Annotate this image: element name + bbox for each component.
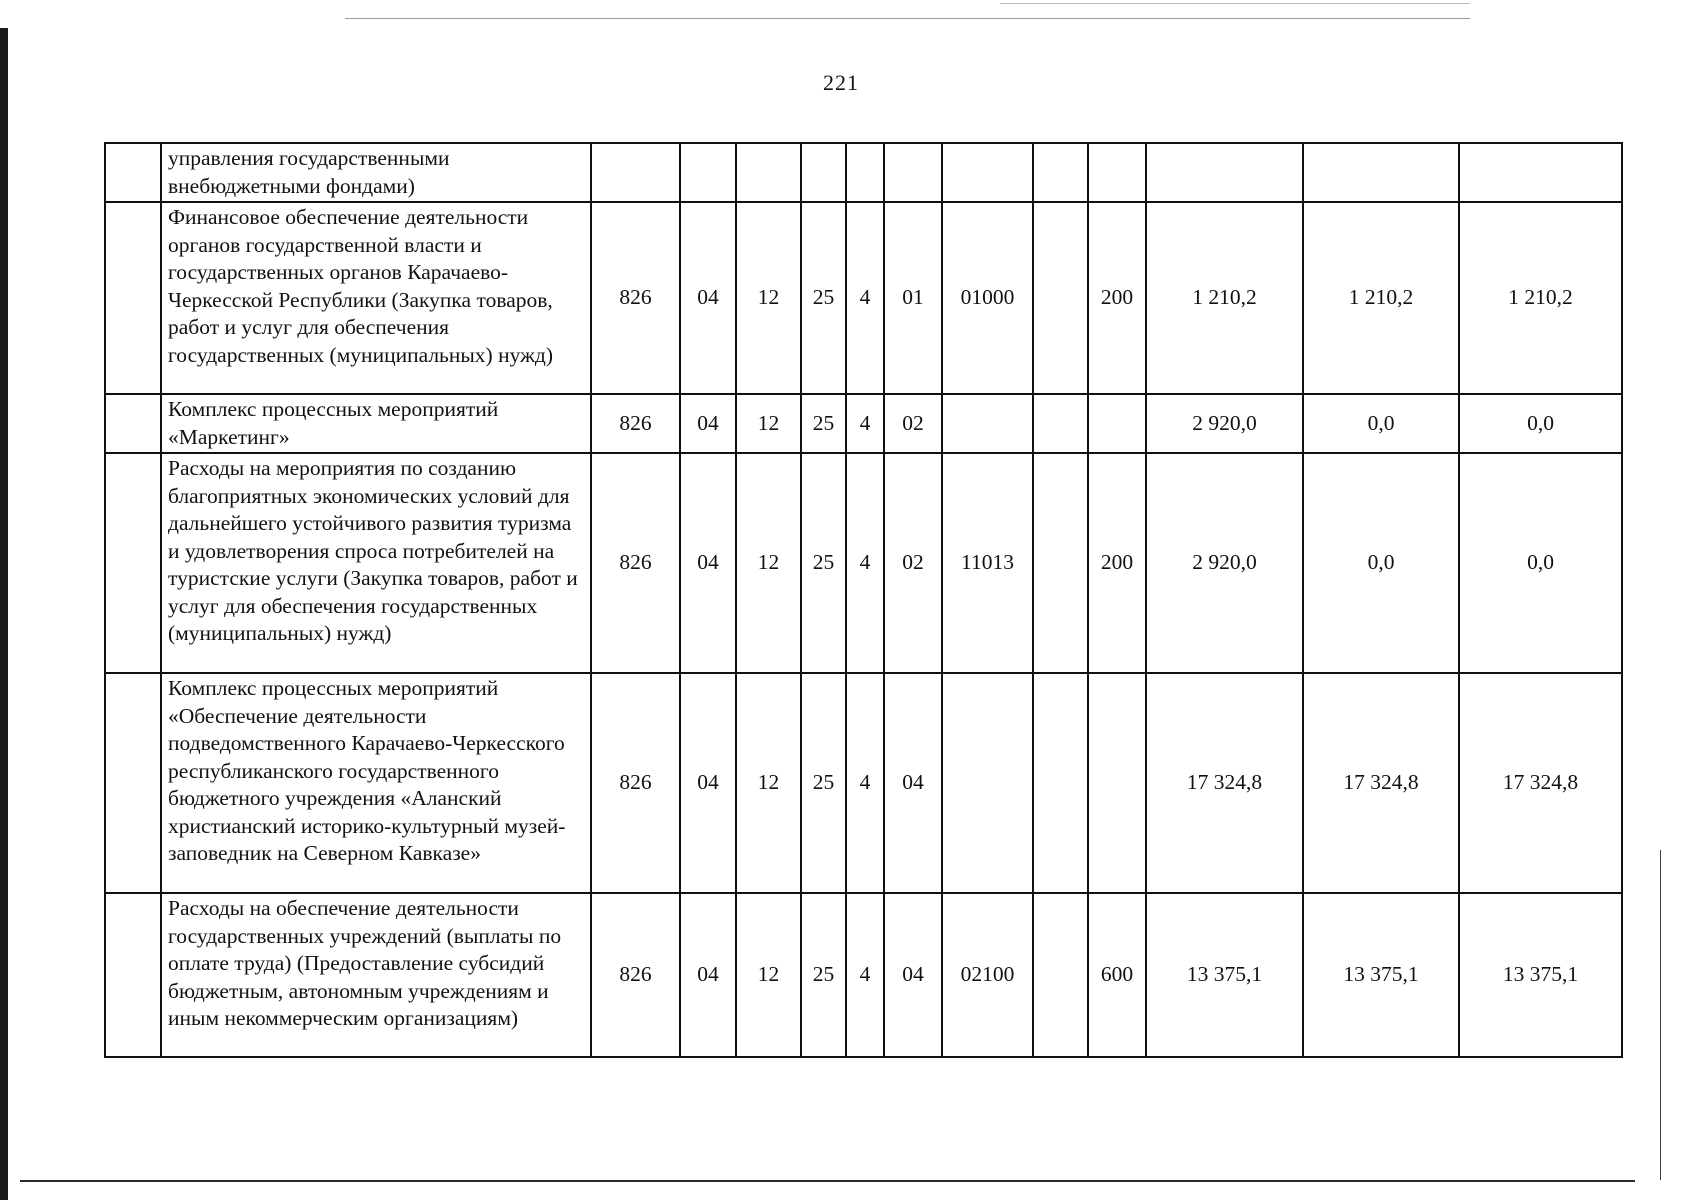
program-type-cell: 4 (846, 673, 884, 893)
amount-year1-cell (1146, 143, 1303, 202)
complex-code-cell (884, 143, 942, 202)
row-number-cell (105, 202, 161, 394)
direction-code-cell (942, 673, 1033, 893)
ministry-code-cell (591, 143, 680, 202)
ministry-code-cell: 826 (591, 453, 680, 673)
scan-artifact-line (1660, 850, 1661, 1180)
program-type-cell: 4 (846, 394, 884, 453)
scan-artifact-line (1000, 3, 1470, 4)
ministry-code-cell: 826 (591, 394, 680, 453)
extra-code-cell (1033, 893, 1088, 1057)
amount-year3-cell: 13 375,1 (1459, 893, 1622, 1057)
complex-code-cell: 04 (884, 893, 942, 1057)
budget-table (104, 142, 1623, 1058)
extra-code-cell (1033, 394, 1088, 453)
expense-type-cell: 600 (1088, 893, 1146, 1057)
page-number-value: 221 (823, 70, 859, 95)
amount-year1-cell: 2 920,0 (1146, 394, 1303, 453)
description-cell: Расходы на мероприятия по созданию благоприятных экономических условий для дальнейшего устойчивого развития туризма и удовлетворения спроса потребителей на туристские услуги (Закупка товаров, работ и услуг для обеспечения государственных (муниципальных) нужд) (161, 453, 591, 673)
amount-year2-cell (1303, 143, 1459, 202)
direction-code-cell: 01000 (942, 202, 1033, 394)
amount-year2-cell: 0,0 (1303, 394, 1459, 453)
description-cell: Комплекс процессных мероприятий «Маркетинг» (161, 394, 591, 453)
section-code-cell (680, 143, 736, 202)
scan-edge (0, 28, 8, 1200)
subsection-code-cell: 12 (736, 893, 801, 1057)
direction-code-cell: 11013 (942, 453, 1033, 673)
scan-artifact-line (20, 1180, 1635, 1182)
direction-code-cell (942, 143, 1033, 202)
table-body (105, 143, 1622, 1057)
table-row (105, 143, 1622, 202)
amount-year1-cell: 1 210,2 (1146, 202, 1303, 394)
extra-code-cell (1033, 453, 1088, 673)
expense-type-cell (1088, 394, 1146, 453)
complex-code-cell: 02 (884, 394, 942, 453)
page-number (0, 70, 1682, 96)
table-row (105, 893, 1622, 1057)
expense-type-cell: 200 (1088, 453, 1146, 673)
row-number-cell (105, 143, 161, 202)
extra-code-cell (1033, 673, 1088, 893)
description-cell: Финансовое обеспечение деятельности органов государственной власти и государственных органов Карачаево-Черкесской Республики (Закупка товаров, работ и услуг для обеспечения государственных (муниципальных) нужд) (161, 202, 591, 394)
scan-artifact-line (345, 18, 1470, 19)
section-code-cell: 04 (680, 893, 736, 1057)
amount-year2-cell: 13 375,1 (1303, 893, 1459, 1057)
program-type-cell: 4 (846, 202, 884, 394)
direction-code-cell: 02100 (942, 893, 1033, 1057)
program-type-cell (846, 143, 884, 202)
table-row (105, 394, 1622, 453)
subsection-code-cell (736, 143, 801, 202)
amount-year2-cell: 1 210,2 (1303, 202, 1459, 394)
row-number-cell (105, 394, 161, 453)
description-cell: Расходы на обеспечение деятельности государственных учреждений (выплаты по оплате труда) (Предоставление субсидий бюджетным, автономным учреждениям и иным некоммерческим организациям) (161, 893, 591, 1057)
section-code-cell: 04 (680, 202, 736, 394)
program-type-cell: 4 (846, 453, 884, 673)
extra-code-cell (1033, 202, 1088, 394)
table-row (105, 673, 1622, 893)
complex-code-cell: 01 (884, 202, 942, 394)
amount-year2-cell: 17 324,8 (1303, 673, 1459, 893)
ministry-code-cell: 826 (591, 202, 680, 394)
program-code-cell (801, 143, 846, 202)
subsection-code-cell: 12 (736, 453, 801, 673)
complex-code-cell: 02 (884, 453, 942, 673)
program-code-cell: 25 (801, 893, 846, 1057)
section-code-cell: 04 (680, 673, 736, 893)
description-cell: управления государственными внебюджетными фондами) (161, 143, 591, 202)
extra-code-cell (1033, 143, 1088, 202)
amount-year3-cell: 0,0 (1459, 394, 1622, 453)
subsection-code-cell: 12 (736, 394, 801, 453)
program-code-cell: 25 (801, 673, 846, 893)
program-code-cell: 25 (801, 394, 846, 453)
table-row (105, 453, 1622, 673)
amount-year3-cell (1459, 143, 1622, 202)
row-number-cell (105, 893, 161, 1057)
expense-type-cell (1088, 143, 1146, 202)
row-number-cell (105, 673, 161, 893)
program-type-cell: 4 (846, 893, 884, 1057)
expense-type-cell: 200 (1088, 202, 1146, 394)
program-code-cell: 25 (801, 202, 846, 394)
amount-year1-cell: 2 920,0 (1146, 453, 1303, 673)
amount-year2-cell: 0,0 (1303, 453, 1459, 673)
description-cell: Комплекс процессных мероприятий «Обеспечение деятельности подведомственного Карачаево-Черкесского республиканского государственного бюджетного учреждения «Аланский христианский историко-культурный музей-заповедник на Северном Кавказе» (161, 673, 591, 893)
direction-code-cell (942, 394, 1033, 453)
subsection-code-cell: 12 (736, 673, 801, 893)
expense-type-cell (1088, 673, 1146, 893)
ministry-code-cell: 826 (591, 893, 680, 1057)
complex-code-cell: 04 (884, 673, 942, 893)
amount-year1-cell: 17 324,8 (1146, 673, 1303, 893)
amount-year3-cell: 17 324,8 (1459, 673, 1622, 893)
table-row (105, 202, 1622, 394)
section-code-cell: 04 (680, 394, 736, 453)
amount-year1-cell: 13 375,1 (1146, 893, 1303, 1057)
amount-year3-cell: 1 210,2 (1459, 202, 1622, 394)
row-number-cell (105, 453, 161, 673)
program-code-cell: 25 (801, 453, 846, 673)
amount-year3-cell: 0,0 (1459, 453, 1622, 673)
section-code-cell: 04 (680, 453, 736, 673)
ministry-code-cell: 826 (591, 673, 680, 893)
subsection-code-cell: 12 (736, 202, 801, 394)
